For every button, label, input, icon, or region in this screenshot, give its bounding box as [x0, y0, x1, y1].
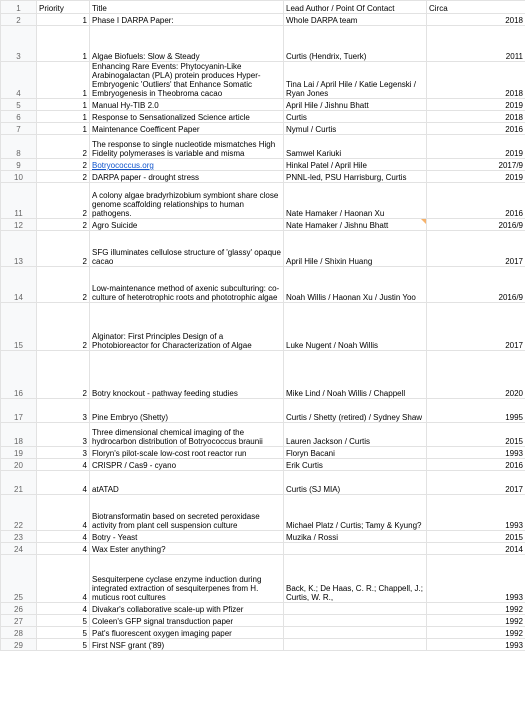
- table-row: [1, 495, 525, 531]
- title-cell[interactable]: Wax Ester anything?: [90, 543, 284, 555]
- lead-author-cell[interactable]: Floryn Bacani: [284, 447, 427, 459]
- lead-author-cell[interactable]: [284, 615, 427, 627]
- lead-author-cell[interactable]: Michael Platz / Curtis; Tamy & Kyung?: [284, 495, 427, 531]
- table-row: [1, 14, 525, 26]
- lead-author-cell[interactable]: Nate Hamaker / Haonan Xu: [284, 183, 427, 219]
- row-number[interactable]: 16: [1, 351, 37, 399]
- title-cell[interactable]: First NSF grant ('89): [90, 639, 284, 651]
- priority-cell[interactable]: 1: [37, 123, 90, 135]
- header-row: [1, 1, 525, 14]
- lead-author-cell[interactable]: April Hile / Shixin Huang: [284, 231, 427, 267]
- priority-cell[interactable]: 2: [37, 159, 90, 171]
- priority-cell[interactable]: 4: [37, 603, 90, 615]
- title-cell[interactable]: CRISPR / Cas9 - cyano: [90, 459, 284, 471]
- title-cell[interactable]: Botry knockout - pathway feeding studies: [90, 351, 284, 399]
- table-row: [1, 531, 525, 543]
- circa-cell[interactable]: 2011: [427, 26, 525, 62]
- title-cell[interactable]: The response to single nucleotide mismatches High Fidelity polymerases is variable and misma: [90, 135, 284, 159]
- circa-cell[interactable]: 2019: [427, 135, 525, 159]
- circa-cell[interactable]: 2017: [427, 303, 525, 351]
- lead-author-cell[interactable]: Curtis (SJ MIA): [284, 471, 427, 495]
- title-cell[interactable]: Coleen's GFP signal transduction paper: [90, 615, 284, 627]
- lead-author-cell[interactable]: Erik Curtis: [284, 459, 427, 471]
- lead-author-cell[interactable]: Back, K.; De Haas, C. R.; Chappell, J.; Curtis, W. R.,: [284, 555, 427, 603]
- table-row: [1, 615, 525, 627]
- table-row: [1, 123, 525, 135]
- title-cell[interactable]: DARPA paper - drought stress: [90, 171, 284, 183]
- lead-author-cell[interactable]: Curtis / Shetty (retired) / Sydney Shaw: [284, 399, 427, 423]
- circa-cell[interactable]: 2017: [427, 231, 525, 267]
- circa-cell[interactable]: 2020: [427, 351, 525, 399]
- priority-cell[interactable]: 2: [37, 171, 90, 183]
- row-number[interactable]: 12: [1, 219, 37, 231]
- column-header-lead[interactable]: Lead Author / Point Of Contact: [284, 1, 427, 14]
- row-number[interactable]: 23: [1, 531, 37, 543]
- row-number[interactable]: 21: [1, 471, 37, 495]
- circa-cell[interactable]: 2016/9: [427, 267, 525, 303]
- table-row: [1, 171, 525, 183]
- table-row: [1, 423, 525, 447]
- table-row: [1, 447, 525, 459]
- priority-cell[interactable]: 2: [37, 219, 90, 231]
- table-row: [1, 183, 525, 219]
- row-number[interactable]: 29: [1, 639, 37, 651]
- row-number[interactable]: 3: [1, 26, 37, 62]
- priority-cell[interactable]: 4: [37, 531, 90, 543]
- lead-author-cell[interactable]: Lauren Jackson / Curtis: [284, 423, 427, 447]
- title-cell[interactable]: Algae Biofuels: Slow & Steady: [90, 26, 284, 62]
- table-row: [1, 219, 525, 231]
- title-cell[interactable]: Three dimensional chemical imaging of the hydrocarbon distribution of Botryococcus braunii: [90, 423, 284, 447]
- row-number[interactable]: 14: [1, 267, 37, 303]
- row-number[interactable]: 26: [1, 603, 37, 615]
- title-cell[interactable]: Botry - Yeast: [90, 531, 284, 543]
- circa-cell[interactable]: 2016: [427, 123, 525, 135]
- title-cell[interactable]: Botryococcus.org: [90, 159, 284, 171]
- row-number[interactable]: 8: [1, 135, 37, 159]
- priority-cell[interactable]: 3: [37, 423, 90, 447]
- row-number[interactable]: 10: [1, 171, 37, 183]
- priority-cell[interactable]: 1: [37, 99, 90, 111]
- circa-cell[interactable]: 2015: [427, 531, 525, 543]
- lead-author-cell[interactable]: [284, 639, 427, 651]
- title-cell[interactable]: Agro Suicide: [90, 219, 284, 231]
- title-cell[interactable]: Floryn's pilot-scale low-cost root reactor run: [90, 447, 284, 459]
- table-row: [1, 627, 525, 639]
- row-number[interactable]: 28: [1, 627, 37, 639]
- circa-cell[interactable]: 1993: [427, 495, 525, 531]
- circa-cell[interactable]: 2016: [427, 459, 525, 471]
- circa-cell[interactable]: 1993: [427, 447, 525, 459]
- row-number[interactable]: 15: [1, 303, 37, 351]
- priority-cell[interactable]: 3: [37, 447, 90, 459]
- row-number[interactable]: 13: [1, 231, 37, 267]
- circa-cell[interactable]: 1995: [427, 399, 525, 423]
- table-row: [1, 231, 525, 267]
- priority-cell[interactable]: 4: [37, 495, 90, 531]
- lead-author-cell[interactable]: Mike Lind / Noah Willis / Chappell: [284, 351, 427, 399]
- column-header-title[interactable]: Title: [90, 1, 284, 14]
- table-row: [1, 62, 525, 99]
- lead-author-cell[interactable]: Nate Hamaker / Jishnu Bhatt: [284, 219, 427, 231]
- circa-cell[interactable]: 2019: [427, 99, 525, 111]
- lead-author-cell[interactable]: Curtis (Hendrix, Tuerk): [284, 26, 427, 62]
- priority-cell[interactable]: 1: [37, 62, 90, 99]
- row-number[interactable]: 25: [1, 555, 37, 603]
- title-cell[interactable]: Sesquiterpene cyclase enzyme induction during integrated extraction of sesquiterpenes from H. muticus root cultures: [90, 555, 284, 603]
- table-row: [1, 159, 525, 171]
- circa-cell[interactable]: 2016/9: [427, 219, 525, 231]
- comment-indicator-icon[interactable]: [421, 219, 426, 224]
- circa-cell[interactable]: 1992: [427, 627, 525, 639]
- lead-author-cell[interactable]: Luke Nugent / Noah Willis: [284, 303, 427, 351]
- row-number[interactable]: 24: [1, 543, 37, 555]
- row-number[interactable]: 11: [1, 183, 37, 219]
- row-number[interactable]: 18: [1, 423, 37, 447]
- table-row: [1, 111, 525, 123]
- circa-cell[interactable]: 2018: [427, 111, 525, 123]
- circa-cell[interactable]: 1992: [427, 615, 525, 627]
- row-number[interactable]: 5: [1, 99, 37, 111]
- lead-author-cell[interactable]: [284, 603, 427, 615]
- row-number[interactable]: 2: [1, 14, 37, 26]
- table-row: [1, 555, 525, 603]
- priority-cell[interactable]: 5: [37, 615, 90, 627]
- table-row: [1, 603, 525, 615]
- priority-cell[interactable]: 4: [37, 555, 90, 603]
- row-number[interactable]: 27: [1, 615, 37, 627]
- priority-cell[interactable]: 4: [37, 471, 90, 495]
- lead-author-cell[interactable]: April Hile / Jishnu Bhatt: [284, 99, 427, 111]
- lead-author-cell[interactable]: [284, 627, 427, 639]
- circa-cell[interactable]: 2018: [427, 14, 525, 26]
- title-cell[interactable]: Pat's fluorescent oxygen imaging paper: [90, 627, 284, 639]
- row-number[interactable]: 9: [1, 159, 37, 171]
- row-number[interactable]: 19: [1, 447, 37, 459]
- circa-cell[interactable]: 2016: [427, 183, 525, 219]
- circa-cell[interactable]: 2017: [427, 471, 525, 495]
- circa-cell[interactable]: 2015: [427, 423, 525, 447]
- table-row: [1, 471, 525, 495]
- row-number[interactable]: 7: [1, 123, 37, 135]
- title-cell[interactable]: Maintenance Coefficent Paper: [90, 123, 284, 135]
- column-header-circa[interactable]: Circa: [427, 1, 525, 14]
- title-cell[interactable]: Enhancing Rare Events: Phytocyanin-Like Arabinogalactan (PLA) protein produces Hyper-Embryogenic 'Outliers' that Enhance Somatic Embryogenesis in Theobroma cacao: [90, 62, 284, 99]
- title-cell[interactable]: Phase I DARPA Paper:: [90, 14, 284, 26]
- title-cell[interactable]: A colony algae bradyrhizobium symbiont share close genome scaffolding relationships to human pathogens.: [90, 183, 284, 219]
- lead-author-cell[interactable]: Nymul / Curtis: [284, 123, 427, 135]
- priority-cell[interactable]: 1: [37, 26, 90, 62]
- lead-author-cell[interactable]: Noah Willis / Haonan Xu / Justin Yoo: [284, 267, 427, 303]
- table-row: [1, 303, 525, 351]
- table-row: [1, 543, 525, 555]
- title-cell[interactable]: SFG illuminates cellulose structure of 'glassy' opaque cacao: [90, 231, 284, 267]
- priority-cell[interactable]: 5: [37, 627, 90, 639]
- priority-cell[interactable]: 2: [37, 135, 90, 159]
- circa-cell[interactable]: 1993: [427, 555, 525, 603]
- title-cell[interactable]: Pine Embryo (Shetty): [90, 399, 284, 423]
- circa-cell[interactable]: 1992: [427, 603, 525, 615]
- row-number[interactable]: 22: [1, 495, 37, 531]
- row-number[interactable]: 20: [1, 459, 37, 471]
- priority-cell[interactable]: 2: [37, 303, 90, 351]
- circa-cell[interactable]: 1993: [427, 639, 525, 651]
- priority-cell[interactable]: 2: [37, 267, 90, 303]
- lead-author-cell[interactable]: Hinkal Patel / April Hile: [284, 159, 427, 171]
- title-cell[interactable]: Divakar's collaborative scale-up with Pfizer: [90, 603, 284, 615]
- priority-cell[interactable]: 1: [37, 111, 90, 123]
- row-number[interactable]: 4: [1, 62, 37, 99]
- title-cell[interactable]: Manual Hy-TIB 2.0: [90, 99, 284, 111]
- title-cell[interactable]: Alginator: First Principles Design of a Photobioreactor for Characterization of Algae: [90, 303, 284, 351]
- priority-cell[interactable]: 4: [37, 459, 90, 471]
- table-row: [1, 459, 525, 471]
- table-row: [1, 639, 525, 651]
- lead-author-cell[interactable]: [284, 543, 427, 555]
- table-row: [1, 135, 525, 159]
- column-header-priority[interactable]: Priority: [37, 1, 90, 14]
- priority-cell[interactable]: 2: [37, 231, 90, 267]
- priority-cell[interactable]: 2: [37, 351, 90, 399]
- title-cell[interactable]: Response to Sensationalized Science article: [90, 111, 284, 123]
- circa-cell[interactable]: 2018: [427, 62, 525, 99]
- lead-author-cell[interactable]: Muzika / Rossi: [284, 531, 427, 543]
- priority-cell[interactable]: 1: [37, 14, 90, 26]
- priority-cell[interactable]: 2: [37, 183, 90, 219]
- lead-author-cell[interactable]: Curtis: [284, 111, 427, 123]
- priority-cell[interactable]: 3: [37, 399, 90, 423]
- row-number[interactable]: 17: [1, 399, 37, 423]
- title-cell[interactable]: Biotransformatin based on secreted peroxidase activity from plant cell suspension culture: [90, 495, 284, 531]
- lead-author-cell[interactable]: Tina Lai / April Hile / Katie Legenski / Ryan Jones: [284, 62, 427, 99]
- table-row: [1, 26, 525, 62]
- lead-author-cell[interactable]: Samwel Kariuki: [284, 135, 427, 159]
- lead-author-cell[interactable]: PNNL-led, PSU Harrisburg, Curtis: [284, 171, 427, 183]
- title-cell[interactable]: atATAD: [90, 471, 284, 495]
- table-row: [1, 267, 525, 303]
- table-row: [1, 99, 525, 111]
- table-row: [1, 399, 525, 423]
- circa-cell[interactable]: 2014: [427, 543, 525, 555]
- table-row: [1, 351, 525, 399]
- title-cell[interactable]: Low-maintenance method of axenic subculturing: co-culture of heterotrophic roots and phototrophic algae: [90, 267, 284, 303]
- row-number[interactable]: 1: [1, 1, 37, 14]
- lead-author-cell[interactable]: Whole DARPA team: [284, 14, 427, 26]
- priority-cell[interactable]: 5: [37, 639, 90, 651]
- row-number[interactable]: 6: [1, 111, 37, 123]
- circa-cell[interactable]: 2017/9: [427, 159, 525, 171]
- priority-cell[interactable]: 4: [37, 543, 90, 555]
- circa-cell[interactable]: 2019: [427, 171, 525, 183]
